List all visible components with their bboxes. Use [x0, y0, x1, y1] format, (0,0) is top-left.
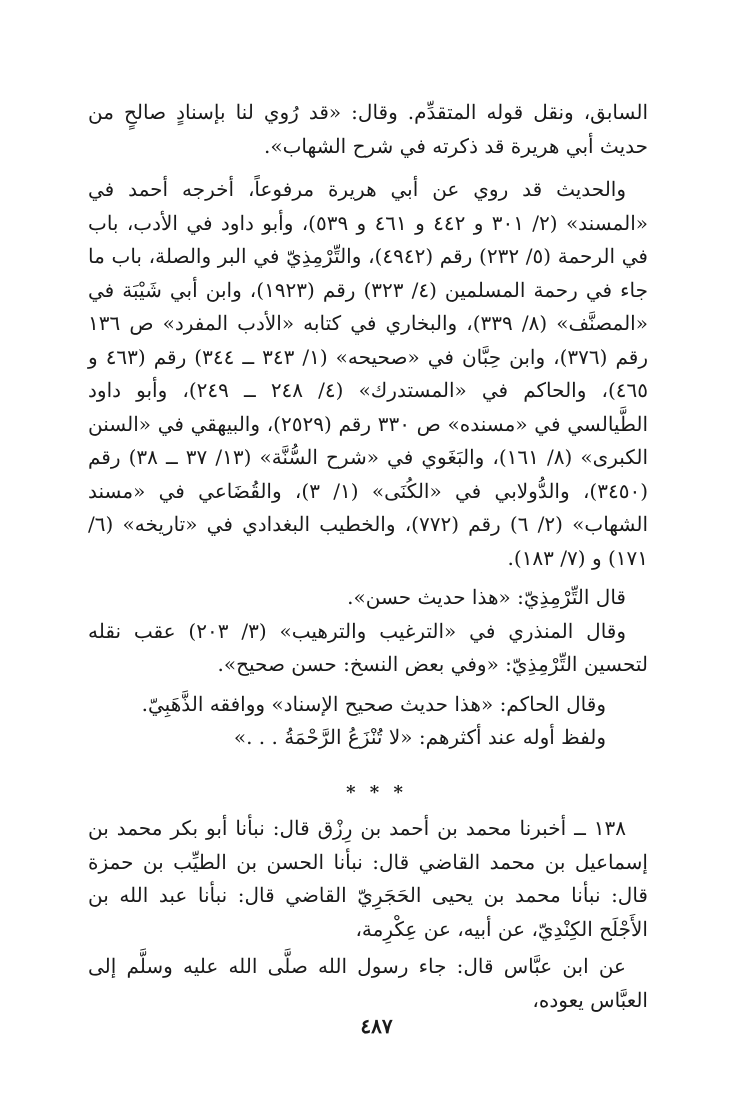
paragraph-mundhiri: وقال المنذري في «الترغيب والترهيب» (٣/ ٢٠٣) عقب نقله لتحسين التِّرْمِذِيّ: «وفي بعض النسخ: حسن صحيح». — [88, 618, 648, 676]
paragraph-isnad-138: ١٣٨ ــ أخبرنا محمد بن أحمد بن رِزْق قال: نبأنا أبو بكر محمد بن إسماعيل بن محمد القاضي قال: نبأنا الحسن بن الطيِّب بن حمزة قال: نبأنا محمد بن يحيى الحَجَرِيّ القاضي قال: نبأنا عبد الله بن الأَجْلَح الكِنْدِيّ، عن أبيه، عن عِكْرِمة، — [88, 816, 648, 941]
main-text-top — [88, 96, 648, 755]
paragraph-tirmidhi-grade: قال التِّرْمِذِيّ: «هذا حديث حسن». — [347, 585, 626, 609]
paragraph-wording: ولفظ أوله عند أكثرهم: «لا تُنْزَعُ الرَّحْمَةُ . . .» — [233, 725, 606, 749]
main-text-bottom — [88, 812, 648, 1017]
page-number: ٤٨٧ — [360, 1014, 393, 1038]
section-separator: * * * — [346, 782, 407, 803]
paragraph-hakim: وقال الحاكم: «هذا حديث صحيح الإسناد» ووافقه الذَّهَبِيّ. — [141, 691, 606, 716]
paragraph-continuation: السابق، ونقل قوله المتقدِّم. وقال: «قد رُوي لنا بإسنادٍ صالحٍ من حديث أبي هريرة قد ذكرته في شرح الشهاب». — [88, 100, 648, 158]
paragraph-matn-138: عن ابن عبَّاس قال: جاء رسول الله صلَّى الله عليه وسلَّم إلى العبَّاس يعوده، — [88, 954, 648, 1012]
paragraph-hadith-sources: والحديث قد روي عن أبي هريرة مرفوعاً، أخرجه أحمد في «المسند» (٢/ ٣٠١ و ٤٤٢ و ٤٦١ و ٥٣٩)، وأبو داود في الأدب، باب في الرحمة (٥/ ٢٣٢) رقم (٤٩٤٢)، والتِّرْمِذِيّ في البر والصلة، باب ما جاء في رحمة المسلمين (٤/ ٣٢٣) رقم (١٩٢٣)، وابن أبي شَيْبَة في «المصنَّف» (٨/ ٣٣٩)، والبخاري في كتابه «الأدب المفرد» ص ١٣٦ رقم (٣٧٦)، وابن حِبَّان في «صحيحه» (١/ ٣٤٣ ــ ٣٤٤) رقم (٤٦٣ و ٤٦٥)، والحاكم في «المستدرك» (٤/ ٢٤٨ ــ ٢٤٩)، وأبو داود الطَّيالسي في «مسنده» ص ٣٣٠ رقم (٢٥٢٩)، والبيهقي في «السنن الكبرى» (٨/ ١٦١)، والبَغَوي في «شرح السُّنَّة» (١٣/ ٣٧ ــ ٣٨) رقم (٣٤٥٠)، والدُّولابي في «الكُنَى» (١/ ٣)، والقُضَاعي في «مسند الشهاب» (٢/ ٦) رقم (٧٧٢)، والخطيب البغدادي في «تاريخه» (٦/ ١٧١) و (٧/ ١٨٣). — [88, 177, 649, 570]
